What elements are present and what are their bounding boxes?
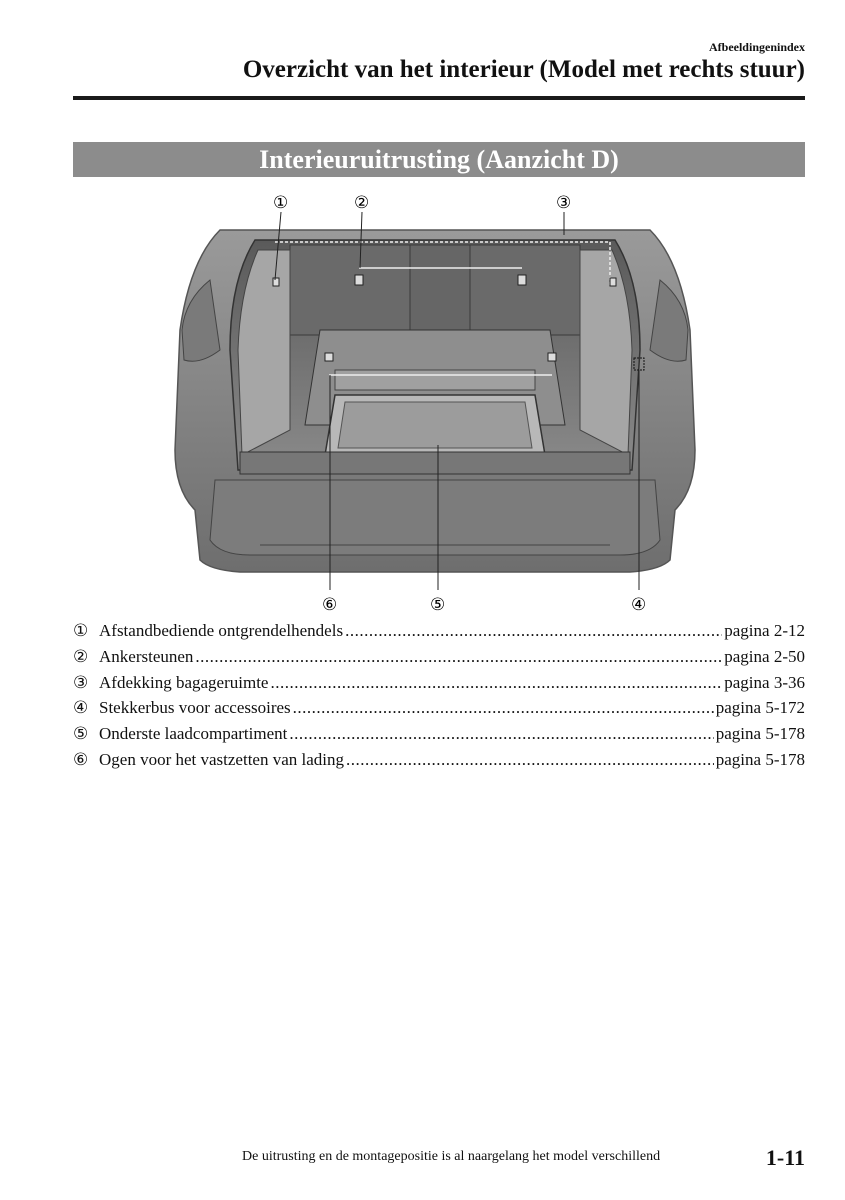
callout-2: ② [354, 193, 370, 213]
legend-item [73, 750, 805, 776]
dot-leader [346, 750, 714, 770]
legend-label: Afstandbediende ontgrendelhendels [99, 621, 344, 640]
cargo-area-illustration [170, 190, 700, 615]
banner-title: Interieuruitrusting (Aanzicht D) [259, 144, 619, 174]
legend-item [73, 647, 805, 673]
title-divider [73, 96, 805, 100]
legend-number: ⑤ [73, 724, 89, 744]
legend-item [73, 673, 805, 699]
page-title: Overzicht van het interieur (Model met rechts stuur) [242, 56, 805, 83]
legend-item [73, 724, 805, 750]
page-reference: pagina 2-12 [724, 621, 805, 640]
section-label: Afbeeldingenindex [708, 40, 805, 54]
page-reference: pagina 5-172 [715, 698, 805, 718]
legend-number: ① [73, 621, 89, 640]
callout-3: ③ [556, 193, 572, 213]
legend-label: Stekkerbus voor accessoires [99, 698, 291, 718]
legend-number: ⑥ [73, 749, 89, 769]
legend-item [73, 698, 805, 724]
cargo-area-drawing [170, 190, 700, 615]
legend-item [73, 621, 805, 647]
legend-label: Onderste laadcompartiment [99, 724, 288, 744]
page-number: 1-11 [765, 1145, 805, 1170]
callout-4: ④ [631, 595, 647, 615]
legend-number: ③ [73, 672, 89, 692]
dot-leader [270, 673, 722, 693]
callout-5: ⑤ [430, 595, 446, 615]
dot-leader [293, 698, 714, 718]
page-reference: pagina 5-178 [715, 724, 805, 744]
footer-note: De uitrusting en de montagepositie is al naargelang het model verschillend [242, 1149, 661, 1164]
callout-1: ① [273, 193, 289, 213]
legend-list [73, 621, 805, 776]
legend-label: Ankersteunen [99, 646, 194, 666]
legend-label: Ogen voor het vastzetten van lading [99, 749, 345, 769]
page-reference: pagina 2-50 [724, 646, 805, 666]
legend-number: ② [73, 646, 89, 666]
legend-label: Afdekking bagageruimte [99, 672, 269, 692]
dot-leader [289, 724, 713, 744]
page-reference: pagina 5-178 [715, 749, 805, 769]
page-reference: pagina 3-36 [724, 672, 805, 692]
dot-leader [195, 647, 722, 667]
callout-6: ⑥ [322, 595, 338, 615]
legend-number: ④ [73, 698, 89, 718]
section-banner [73, 142, 805, 177]
dot-leader [345, 621, 722, 641]
